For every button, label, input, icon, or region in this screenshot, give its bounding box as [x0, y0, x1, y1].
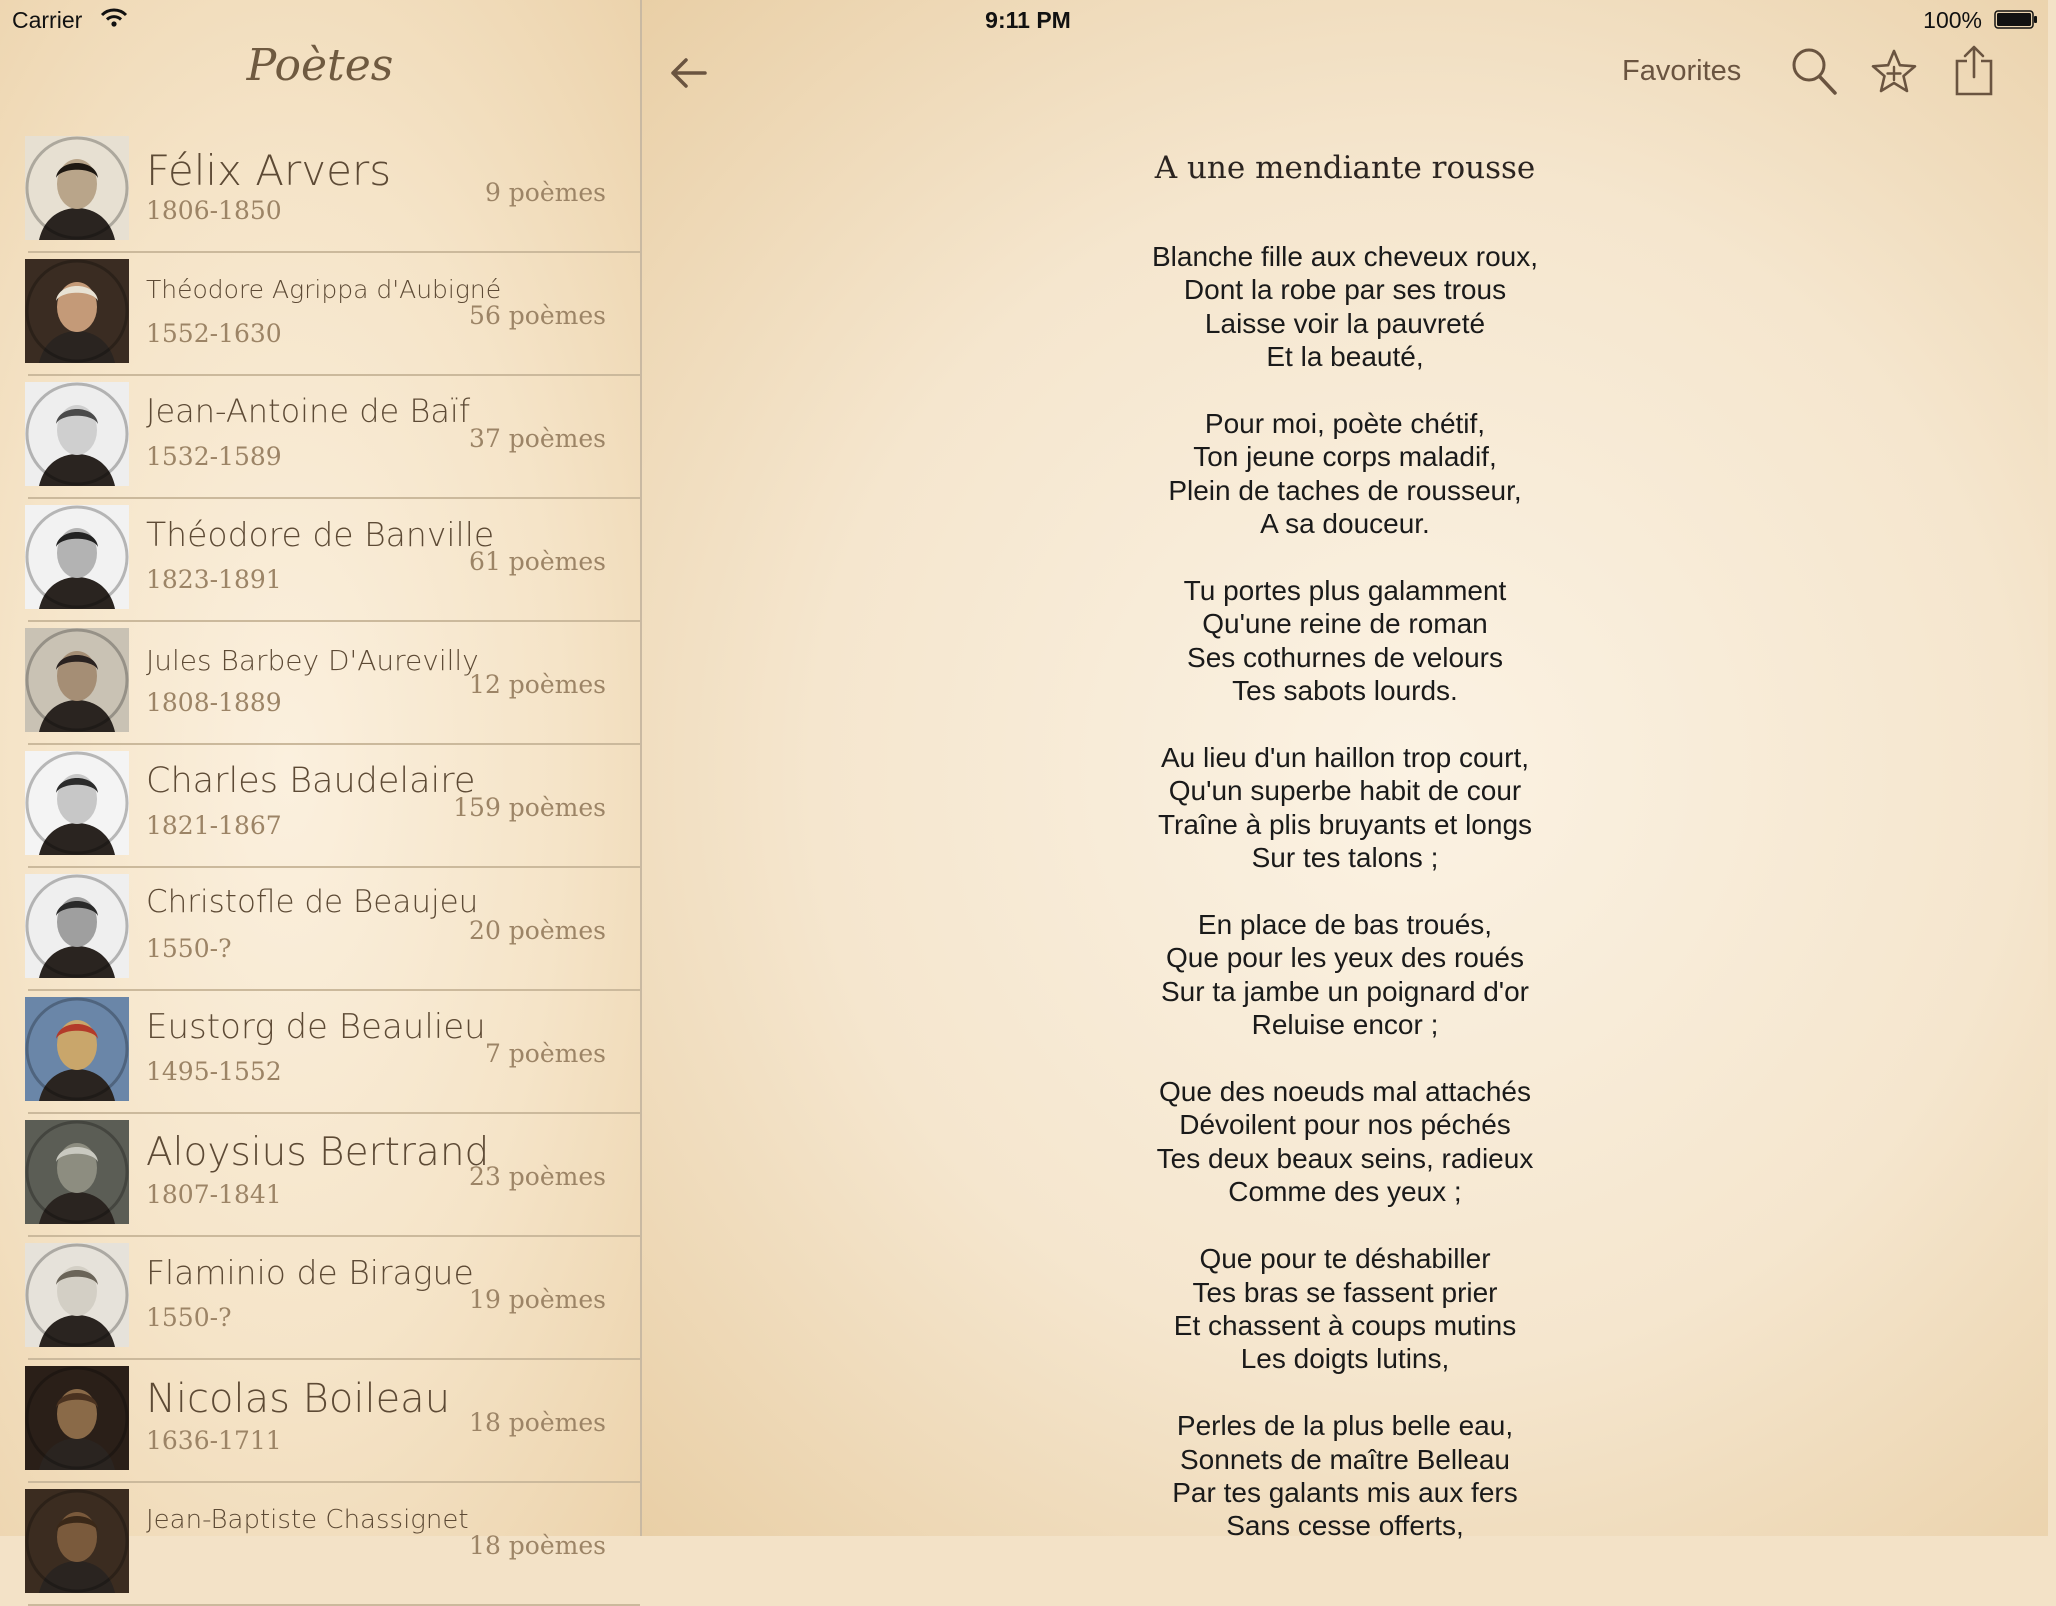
poet-portrait-avatar: [25, 997, 129, 1101]
stanza: [642, 407, 2048, 541]
verse-line: En place de bas troués,: [1197, 909, 1493, 941]
verse-line: A sa douceur.: [1260, 508, 1430, 540]
share-icon[interactable]: [1954, 44, 1994, 96]
stanza: [642, 741, 2048, 875]
poet-row[interactable]: [28, 1360, 640, 1483]
poem-count: 37 poèmes: [469, 424, 606, 453]
poem-count: 18 poèmes: [469, 1531, 606, 1560]
clock: 9:11 PM: [985, 7, 1071, 33]
verse-line: Pour moi, poète chétif,: [1204, 408, 1486, 440]
search-icon[interactable]: [1790, 46, 1838, 96]
poet-name: Jean-Baptiste Chassignet: [146, 1505, 469, 1535]
verse-line: Dont la robe par ses trous: [1183, 274, 1507, 306]
poet-portrait-avatar: [25, 1120, 129, 1224]
poet-dates: 1808-1889: [146, 688, 282, 717]
poet-portrait-avatar: [25, 382, 129, 486]
poem-count: 18 poèmes: [469, 1408, 606, 1437]
verse-line: Les doigts lutins,: [1240, 1343, 1450, 1375]
poet-row[interactable]: [28, 130, 640, 253]
verse-line: Dévoilent pour nos péchés: [1179, 1109, 1511, 1141]
poet-row[interactable]: [28, 499, 640, 622]
verse-line: Perles de la plus belle eau,: [1176, 1410, 1514, 1442]
poem-title: A une mendiante rousse: [1154, 150, 1536, 186]
poet-portrait-avatar: [25, 628, 129, 732]
poet-name: Théodore Agrippa d'Aubigné: [146, 275, 502, 304]
verse-line: Par tes galants mis aux fers: [1172, 1476, 1518, 1508]
poet-row[interactable]: [28, 622, 640, 745]
poet-dates: 1807-1841: [146, 1180, 282, 1209]
poem-body: [642, 240, 2048, 1576]
poet-portrait-avatar: [25, 1243, 129, 1347]
carrier-label: Carrier: [12, 7, 83, 33]
sidebar-title: Poètes: [246, 40, 394, 91]
verse-line: Sur ta jambe un poignard d'or: [1160, 975, 1530, 1007]
poem-count: 20 poèmes: [469, 916, 606, 945]
poet-dates: 1550-?: [146, 1303, 232, 1332]
poet-dates: 1550-?: [146, 934, 232, 963]
poet-portrait-avatar: [25, 505, 129, 609]
back-arrow-icon[interactable]: [668, 56, 708, 90]
poet-name: Flaminio de Birague: [146, 1253, 474, 1292]
reader-toolbar: [642, 40, 2048, 110]
verse-line: Et la beauté,: [1266, 341, 1424, 373]
poet-name: Charles Baudelaire: [146, 761, 476, 801]
poet-name: Théodore de Banville: [146, 515, 495, 554]
poet-dates: 1823-1891: [146, 565, 282, 594]
verse-line: Laisse voir la pauvreté: [1204, 307, 1486, 339]
poet-row[interactable]: [28, 1114, 640, 1237]
stanza: [642, 240, 2048, 374]
verse-line: Ses cothurnes de velours: [1187, 641, 1503, 673]
poem-count: 159 poèmes: [453, 793, 606, 822]
poet-dates: 1636-1711: [146, 1426, 282, 1455]
verse-line: Qu'un superbe habit de cour: [1168, 775, 1522, 807]
stanza: [642, 908, 2048, 1042]
poet-portrait-avatar: [25, 751, 129, 855]
poet-name: Christofle de Beaujeu: [146, 884, 479, 920]
verse-line: Tes deux beaux seins, radieux: [1156, 1142, 1534, 1174]
poet-name: Jules Barbey D'Aurevilly: [146, 644, 479, 677]
poet-name: Nicolas Boileau: [146, 1376, 451, 1422]
poem-count: 12 poèmes: [469, 670, 606, 699]
poem-count: 19 poèmes: [469, 1285, 606, 1314]
verse-line: Que pour les yeux des roués: [1166, 942, 1524, 974]
poet-name: Aloysius Bertrand: [146, 1130, 490, 1175]
verse-line: Comme des yeux ;: [1228, 1176, 1462, 1208]
verse-line: Sur tes talons ;: [1251, 842, 1439, 874]
poet-list: [0, 130, 640, 1606]
poet-portrait-avatar: [25, 874, 129, 978]
favorites-button[interactable]: Favorites: [1622, 55, 1742, 87]
poets-sidebar: [0, 0, 642, 1560]
poem-count: 7 poèmes: [484, 1039, 606, 1068]
star-plus-icon[interactable]: [1870, 48, 1918, 96]
poem-count: 56 poèmes: [469, 301, 606, 330]
stanza: [642, 1242, 2048, 1376]
poet-row[interactable]: [28, 376, 640, 499]
verse-line: Qu'une reine de roman: [1202, 608, 1488, 640]
battery-icon: [1994, 10, 2038, 29]
poet-row[interactable]: [28, 991, 640, 1114]
verse-line: Tes bras se fassent prier: [1192, 1276, 1498, 1308]
poet-portrait-avatar: [25, 136, 129, 240]
verse-line: Que pour te déshabiller: [1199, 1243, 1491, 1275]
verse-line: Sans cesse offerts,: [1226, 1510, 1464, 1542]
stanza: [642, 574, 2048, 708]
stanza: [642, 1409, 2048, 1543]
poem-count: 61 poèmes: [469, 547, 606, 576]
poet-dates: 1532-1589: [146, 442, 282, 471]
stanza: [642, 1075, 2048, 1209]
poet-dates: 1552-1630: [146, 319, 282, 348]
verse-line: Et chassent à coups mutins: [1173, 1309, 1517, 1341]
verse-line: Que des noeuds mal attachés: [1158, 1076, 1531, 1108]
poet-portrait-avatar: [25, 1489, 129, 1593]
poet-portrait-avatar: [25, 1366, 129, 1470]
verse-line: Tes sabots lourds.: [1232, 675, 1458, 707]
poet-row[interactable]: [28, 1237, 640, 1360]
verse-line: Ton jeune corps maladif,: [1193, 441, 1497, 473]
poet-name: Eustorg de Beaulieu: [146, 1007, 486, 1047]
poet-row[interactable]: [28, 868, 640, 991]
poet-name: Félix Arvers: [146, 146, 392, 195]
verse-line: Sonnets de maître Belleau: [1180, 1443, 1510, 1475]
battery-percentage: 100%: [1923, 7, 1982, 33]
verse-line: Reluise encor ;: [1251, 1009, 1439, 1041]
poem-count: 23 poèmes: [469, 1162, 606, 1191]
verse-line: Traîne à plis bruyants et longs: [1157, 808, 1533, 840]
status-bar: [0, 0, 2048, 40]
poet-dates: 1806-1850: [146, 196, 282, 225]
verse-line: Tu portes plus galamment: [1183, 575, 1507, 607]
verse-line: Blanche fille aux cheveux roux,: [1152, 241, 1538, 272]
poet-portrait-avatar: [25, 259, 129, 363]
poet-dates: 1821-1867: [146, 811, 282, 840]
poet-row[interactable]: [28, 745, 640, 868]
poet-row[interactable]: [28, 1483, 640, 1606]
poet-name: Jean-Antoine de Baïf: [146, 392, 471, 430]
poem-count: 9 poèmes: [484, 178, 606, 207]
poet-dates: 1495-1552: [146, 1057, 282, 1086]
verse-line: Au lieu d'un haillon trop court,: [1160, 742, 1530, 774]
verse-line: Plein de taches de rousseur,: [1168, 474, 1522, 506]
poem-reader: [642, 0, 2048, 1542]
poet-row[interactable]: [28, 253, 640, 376]
